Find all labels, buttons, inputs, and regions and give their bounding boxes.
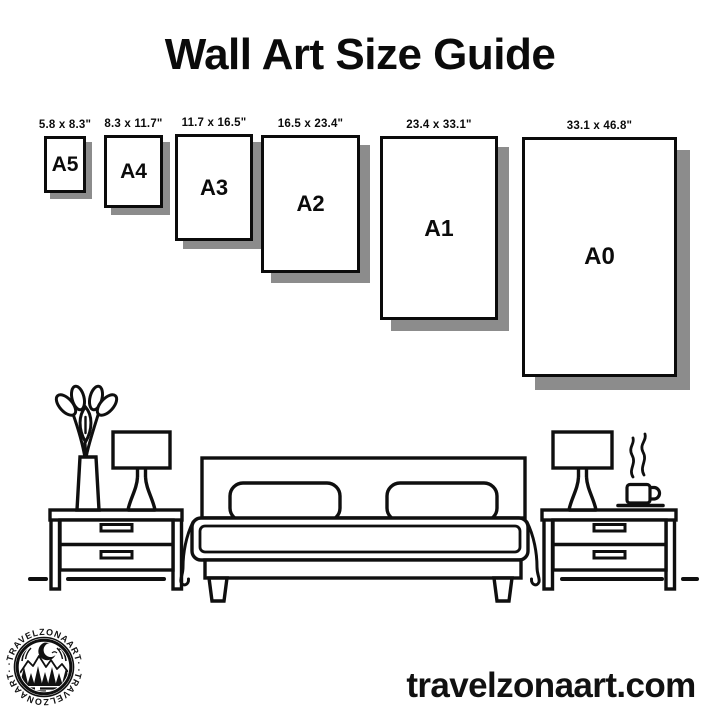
size-frame-a2 (261, 118, 360, 273)
plant-icon (53, 385, 120, 510)
size-label: 33.1 x 46.8" (566, 120, 633, 132)
frame-letter: A4 (120, 159, 147, 183)
bed-icon (181, 458, 539, 601)
size-label: 23.4 x 33.1" (406, 119, 472, 131)
frame-letter: A5 (51, 152, 79, 176)
size-frame-a5 (38, 119, 92, 193)
size-label: 8.3 x 11.7" (104, 118, 163, 130)
frame-letter: A3 (199, 174, 229, 200)
coffee-cup-icon (618, 434, 663, 506)
frame-letter: A2 (296, 191, 325, 216)
page-title: Wall Art Size Guide (164, 30, 556, 79)
size-label: 5.8 x 8.3" (38, 119, 92, 131)
size-label: 16.5 x 23.4" (277, 118, 344, 130)
logo-text-top: ·TRAVELZONAART· (4, 626, 84, 666)
size-label: 11.7 x 16.5" (181, 117, 247, 129)
frame-letter: A0 (584, 243, 615, 270)
size-frame-a4 (104, 118, 163, 208)
size-frame-a1 (380, 119, 498, 320)
frame-letter: A1 (424, 214, 454, 241)
lamp-left-icon (113, 432, 170, 510)
website-url: travelzonaart.com (406, 666, 696, 705)
size-frame-a3 (175, 117, 253, 241)
bedroom-illustration (20, 380, 712, 615)
logo-text-bottom: ·TRAVELZONAART· (4, 668, 84, 708)
lamp-right-icon (553, 432, 612, 510)
brand-logo (0, 620, 92, 714)
size-frame-a0 (522, 120, 677, 377)
